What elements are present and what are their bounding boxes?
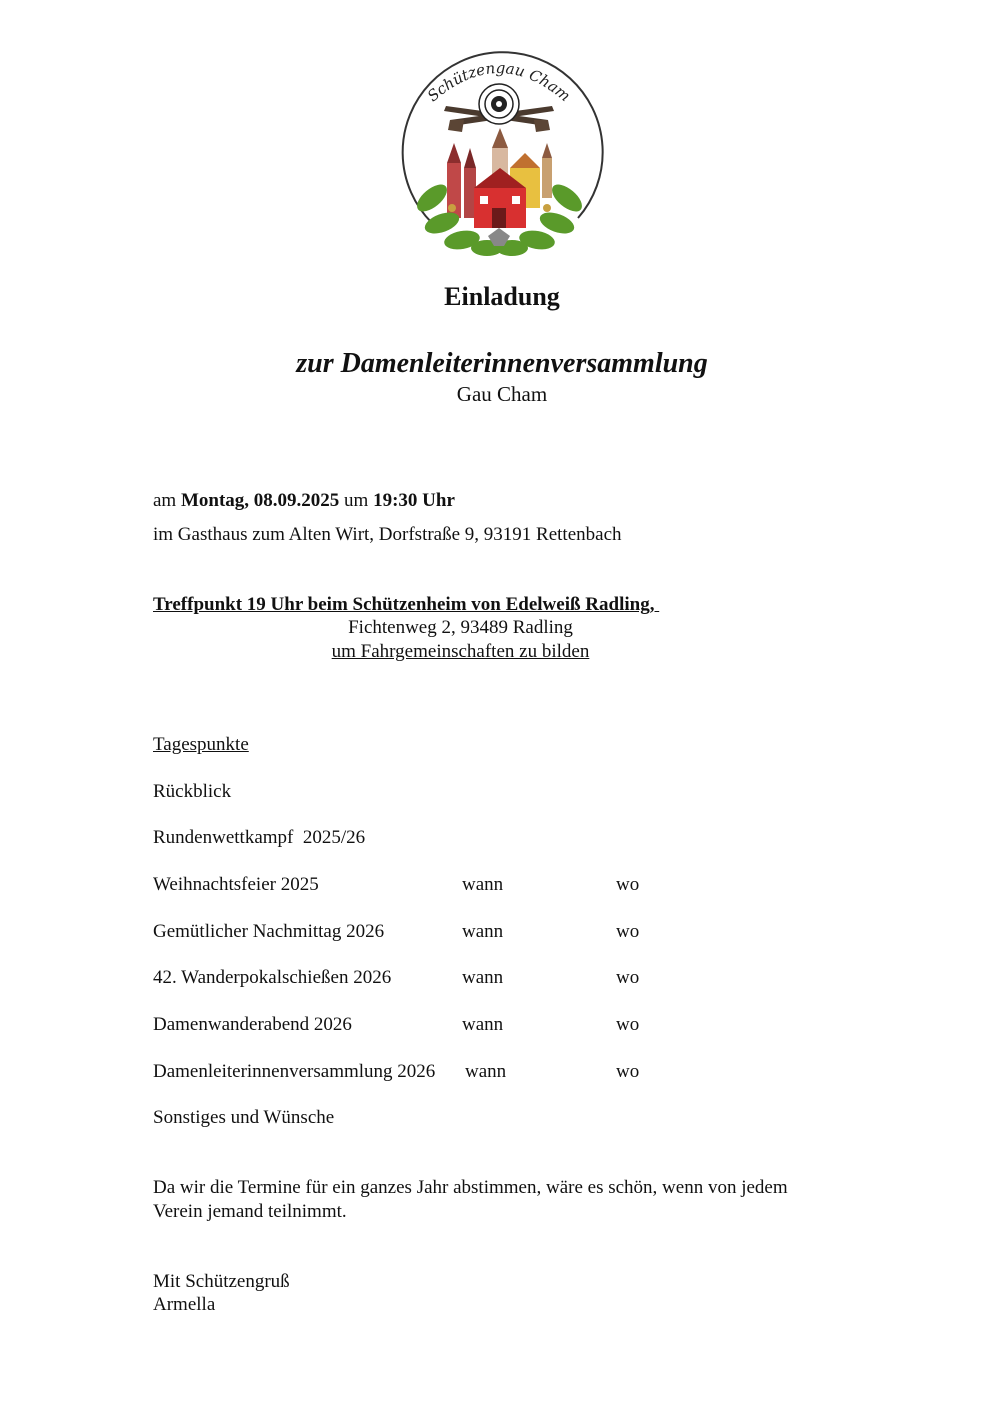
agenda-item-label: Rückblick [153, 781, 232, 802]
meeting-point-line: Treffpunkt 19 Uhr beim Schützenheim von Edelweiß Radling, [153, 594, 660, 615]
agenda-item-when: wann [462, 874, 504, 895]
agenda-item-where: wo [616, 874, 640, 895]
target-icon [479, 84, 519, 124]
signoff-name: Armella [153, 1294, 216, 1315]
meeting-date: Montag, 08.09.2025 [180, 490, 340, 511]
agenda-item-where: wo [616, 967, 640, 988]
agenda-item-label: Gemütlicher Nachmittag 2026 [153, 921, 385, 942]
agenda-item-when: wann [462, 921, 504, 942]
signoff-greeting: Mit Schützengruß [153, 1271, 290, 1292]
agenda-item-where: wo [616, 1061, 640, 1082]
agenda-item-where: wo [616, 921, 640, 942]
carpool-line-wrap [153, 641, 768, 663]
subtitle: zur Damenleiterinnenversammlung [296, 348, 708, 379]
agenda-item-label: Damenleiterinnenversammlung 2026 [153, 1061, 436, 1082]
agenda-item-when: wann [462, 1014, 504, 1035]
closing-text-line2: Verein jemand teilnimmt. [153, 1201, 347, 1222]
club-logo [392, 48, 606, 260]
closing-text-line1: Da wir die Termine für ein ganzes Jahr abstimmen, wäre es schön, wenn von jedem [153, 1177, 788, 1198]
region-label: Gau Cham [456, 382, 548, 406]
venue-line: im Gasthaus zum Alten Wirt, Dorfstraße 9, 93191 Rettenbach [153, 524, 622, 545]
meeting-time: 19:30 Uhr [373, 490, 455, 511]
agenda-item-when: wann [465, 1061, 507, 1082]
agenda-item-label: Sonstiges und Wünsche [153, 1107, 335, 1128]
logo-arc-text: Schützengau Cham [423, 58, 574, 106]
agenda-item-label: Rundenwettkampf 2025/26 [153, 827, 366, 848]
date-line: am Montag, 08.09.2025 um 19:30 Uhr [153, 490, 455, 511]
carpool-line: um Fahrgemeinschaften zu bilden [331, 641, 590, 662]
agenda-item-where: wo [616, 1014, 640, 1035]
town-illustration [447, 128, 552, 228]
agenda-item-label: Weihnachtsfeier 2025 [153, 874, 319, 895]
agenda-item-label: 42. Wanderpokalschießen 2026 [153, 967, 392, 988]
page-title: Einladung [444, 282, 560, 311]
meeting-point-address: Fichtenweg 2, 93489 Radling [348, 617, 573, 638]
agenda-item-label: Damenwanderabend 2026 [153, 1014, 352, 1035]
agenda-item-when: wann [462, 967, 504, 988]
agenda-heading: Tagespunkte [153, 734, 249, 755]
